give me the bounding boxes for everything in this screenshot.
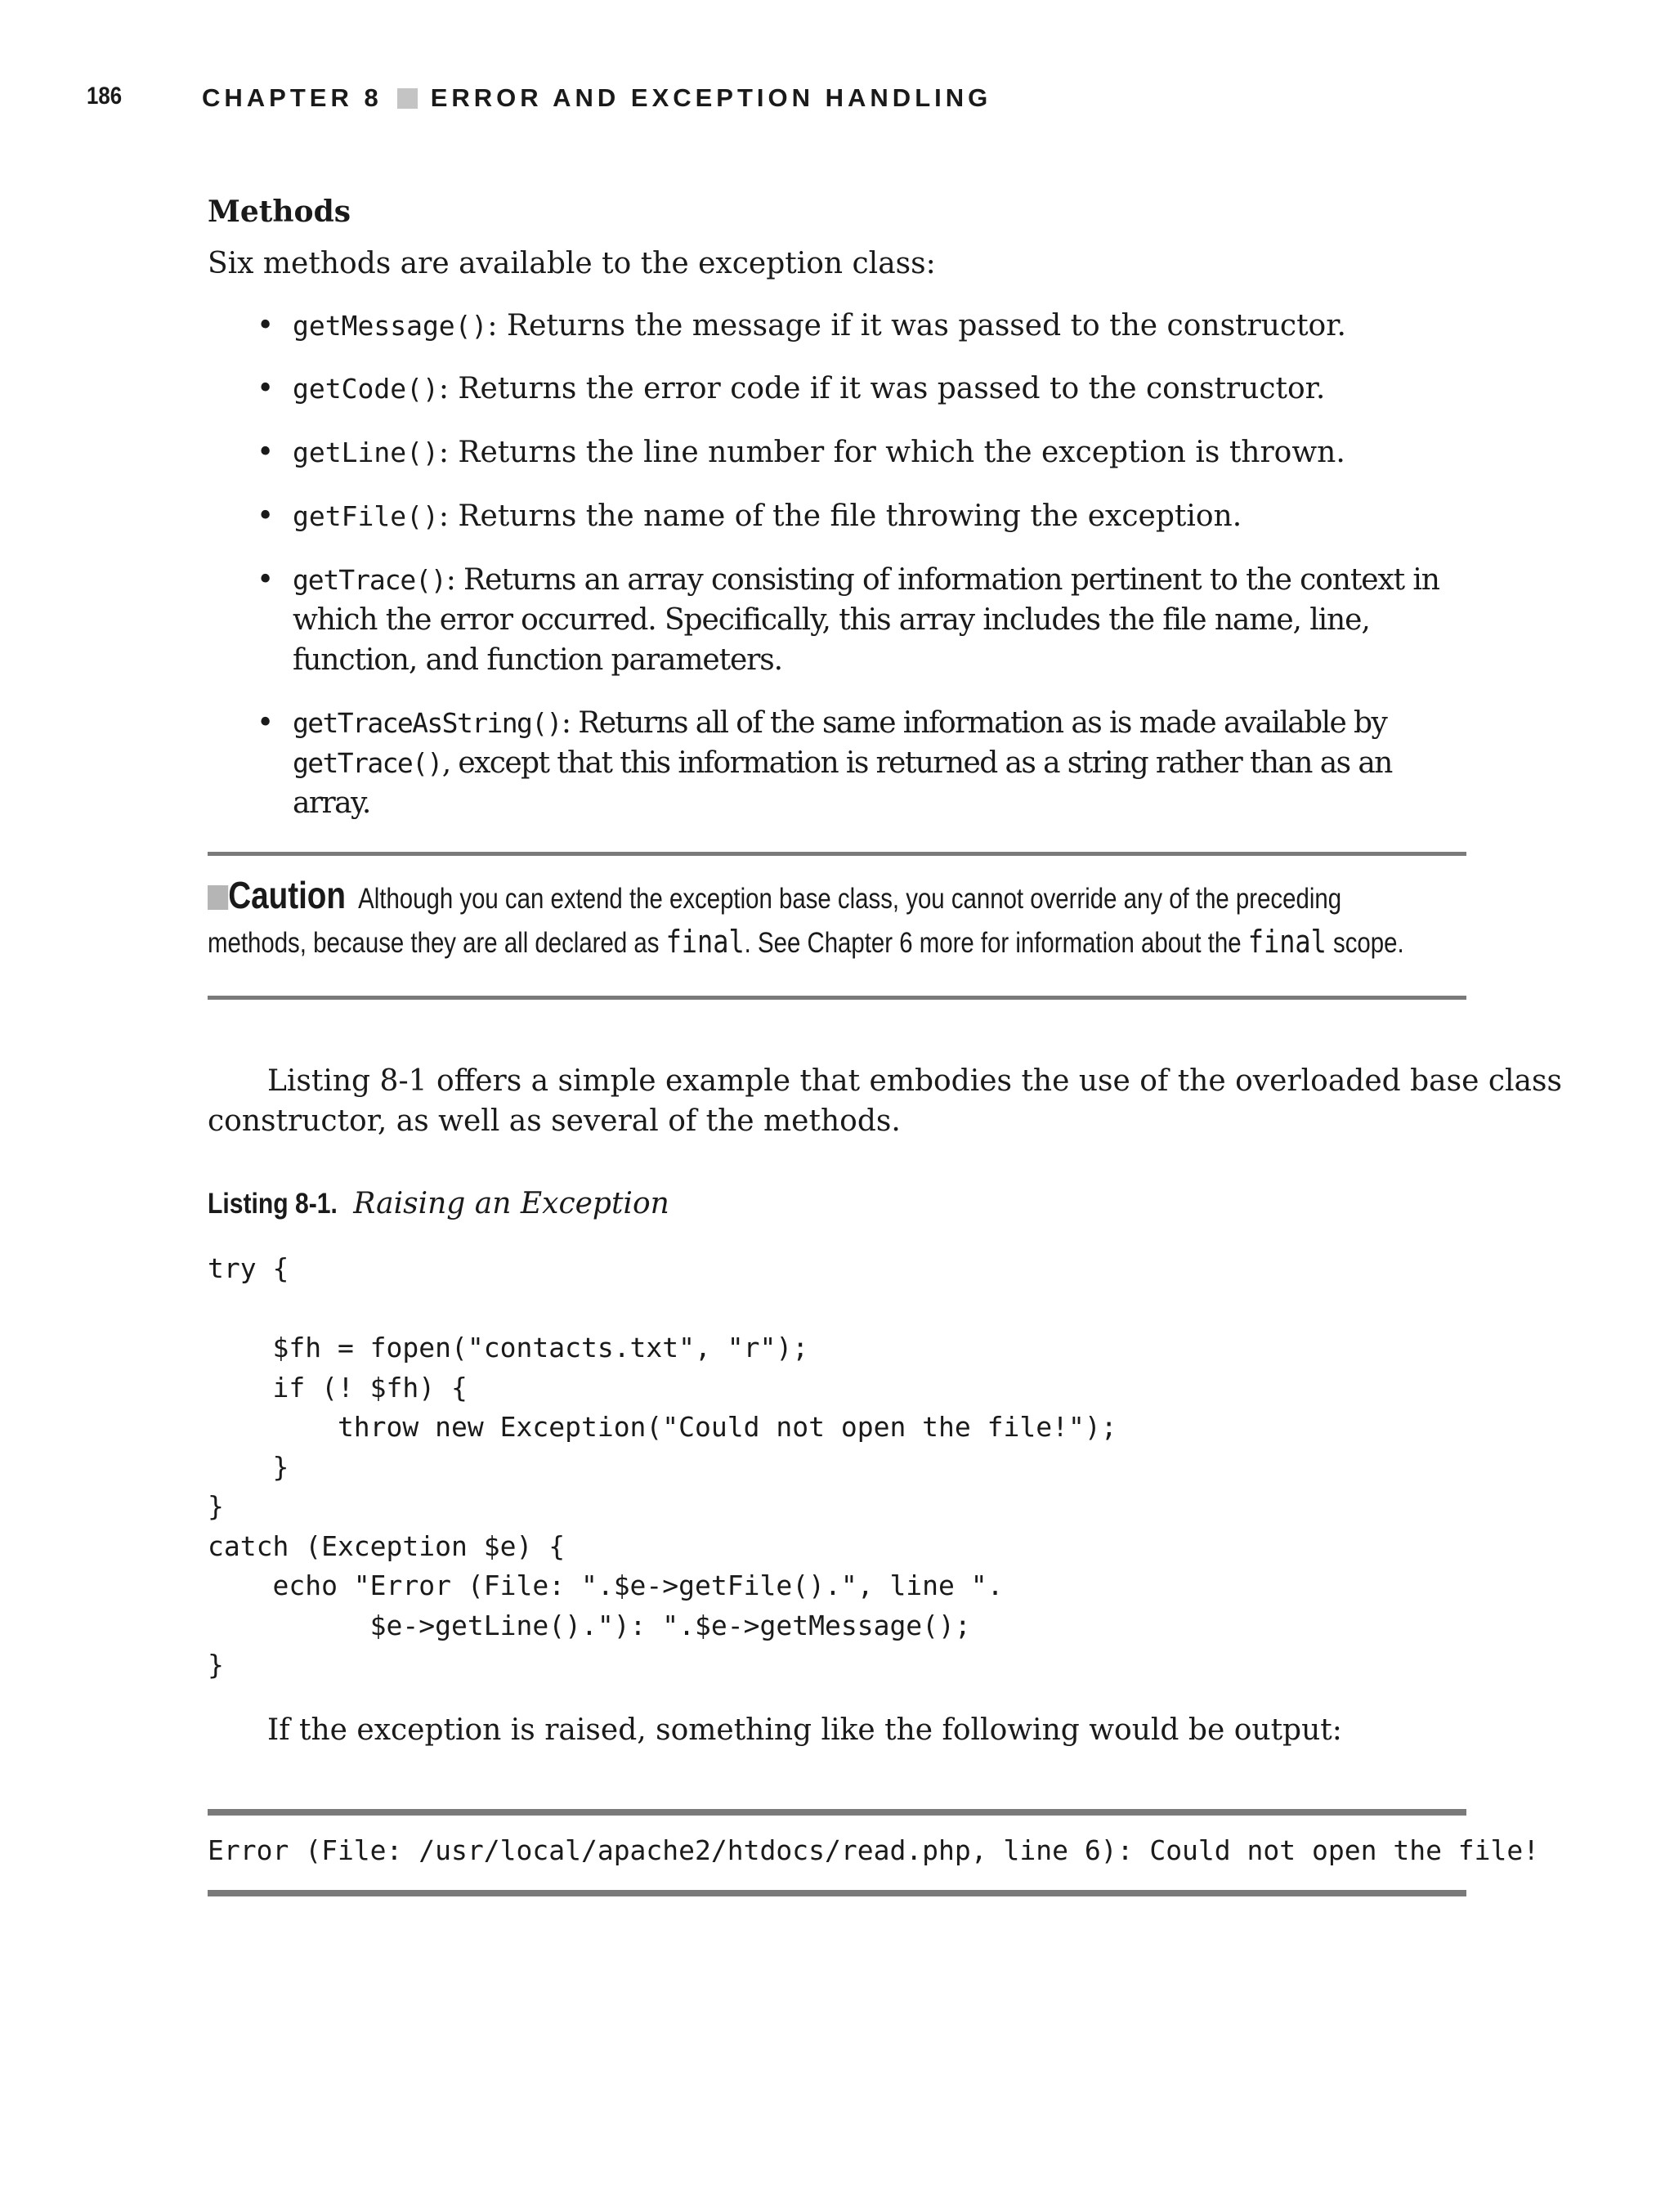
listing-label: Listing 8-1. bbox=[208, 1188, 338, 1220]
page-number: 186 bbox=[87, 83, 123, 110]
caution-top-rule bbox=[208, 852, 1466, 856]
caution-text: methods, because they are all declared as bbox=[208, 927, 666, 959]
bullet-icon: • bbox=[257, 563, 275, 597]
bullet-icon: • bbox=[257, 372, 275, 405]
method-description: : Returns the message if it was passed to the constructor. bbox=[487, 309, 1346, 343]
list-item bbox=[208, 703, 1466, 823]
listing-intro-line-1: Listing 8-1 offers a simple example that embodies the use of the overloaded base class bbox=[267, 1064, 1562, 1098]
caution-square-icon bbox=[208, 885, 228, 910]
method-name: getCode() bbox=[293, 373, 439, 405]
chapter-label: CHAPTER 8 bbox=[202, 83, 383, 112]
method-description: : Returns the line number for which the exception is thrown. bbox=[438, 436, 1345, 469]
method-name: getFile() bbox=[293, 500, 439, 532]
method-description: : Returns all of the same information as is made available by bbox=[561, 706, 1387, 740]
method-name: getMessage() bbox=[293, 310, 488, 342]
caution-text: scope. bbox=[1326, 927, 1404, 959]
list-item bbox=[208, 432, 1466, 472]
caution-label: Caution bbox=[228, 874, 347, 916]
method-name: getTraceAsString() bbox=[293, 707, 562, 739]
method-name: getTrace() bbox=[293, 747, 442, 779]
caution-text: Although you can extend the exception base class, you cannot override any of the preceding bbox=[358, 883, 1342, 915]
bullet-icon: • bbox=[257, 436, 275, 469]
output-bottom-rule bbox=[208, 1890, 1466, 1896]
list-item bbox=[208, 306, 1466, 346]
caution-line-1 bbox=[208, 873, 1341, 917]
list-item bbox=[208, 560, 1466, 680]
caution-bottom-rule bbox=[208, 996, 1466, 1000]
method-name: getLine() bbox=[293, 437, 439, 468]
method-description: : Returns an array consisting of information pertinent to the context in which the error occurred. Specifically, this array includes the file name, line, function, and function parameters. bbox=[293, 563, 1439, 677]
running-header bbox=[202, 83, 991, 113]
method-name: getTrace() bbox=[293, 564, 446, 596]
bullet-icon: • bbox=[257, 309, 275, 343]
final-keyword: final bbox=[1247, 924, 1327, 960]
bullet-icon: • bbox=[257, 706, 275, 740]
listing-caption bbox=[208, 1187, 669, 1220]
output-intro: If the exception is raised, something like the following would be output: bbox=[267, 1713, 1342, 1747]
method-description: : Returns the error code if it was passed to the constructor. bbox=[438, 372, 1326, 405]
code-listing: try { $fh = fopen("contacts.txt", "r"); if (! $fh) { throw new Exception("Could not open the file!"); } } catch (Exception $e) { echo "Error (File: ".$e->getFile().", line ". $e->getLine()."): ".$e->getMessage(); } bbox=[208, 1252, 1117, 1681]
caution-line-2 bbox=[208, 924, 1404, 960]
output-text: Error (File: /usr/local/apache2/htdocs/read.php, line 6): Could not open the file! bbox=[208, 1834, 1540, 1866]
list-item bbox=[208, 496, 1466, 536]
final-keyword: final bbox=[665, 924, 745, 960]
listing-title: Raising an Exception bbox=[353, 1187, 669, 1220]
listing-intro-line-2: constructor, as well as several of the methods. bbox=[208, 1104, 901, 1138]
output-top-rule bbox=[208, 1809, 1466, 1816]
caution-text: . See Chapter 6 more for information about the bbox=[744, 927, 1248, 959]
bullet-icon: • bbox=[257, 499, 275, 533]
section-heading: Methods bbox=[208, 195, 351, 229]
header-separator-square bbox=[397, 88, 418, 109]
list-item bbox=[208, 369, 1466, 409]
method-description: , except that this information is returned as a string rather than as an array. bbox=[293, 746, 1392, 820]
chapter-title: ERROR AND EXCEPTION HANDLING bbox=[430, 83, 992, 112]
method-description: : Returns the name of the file throwing the exception. bbox=[438, 499, 1242, 533]
methods-intro: Six methods are available to the exception class: bbox=[208, 247, 936, 280]
